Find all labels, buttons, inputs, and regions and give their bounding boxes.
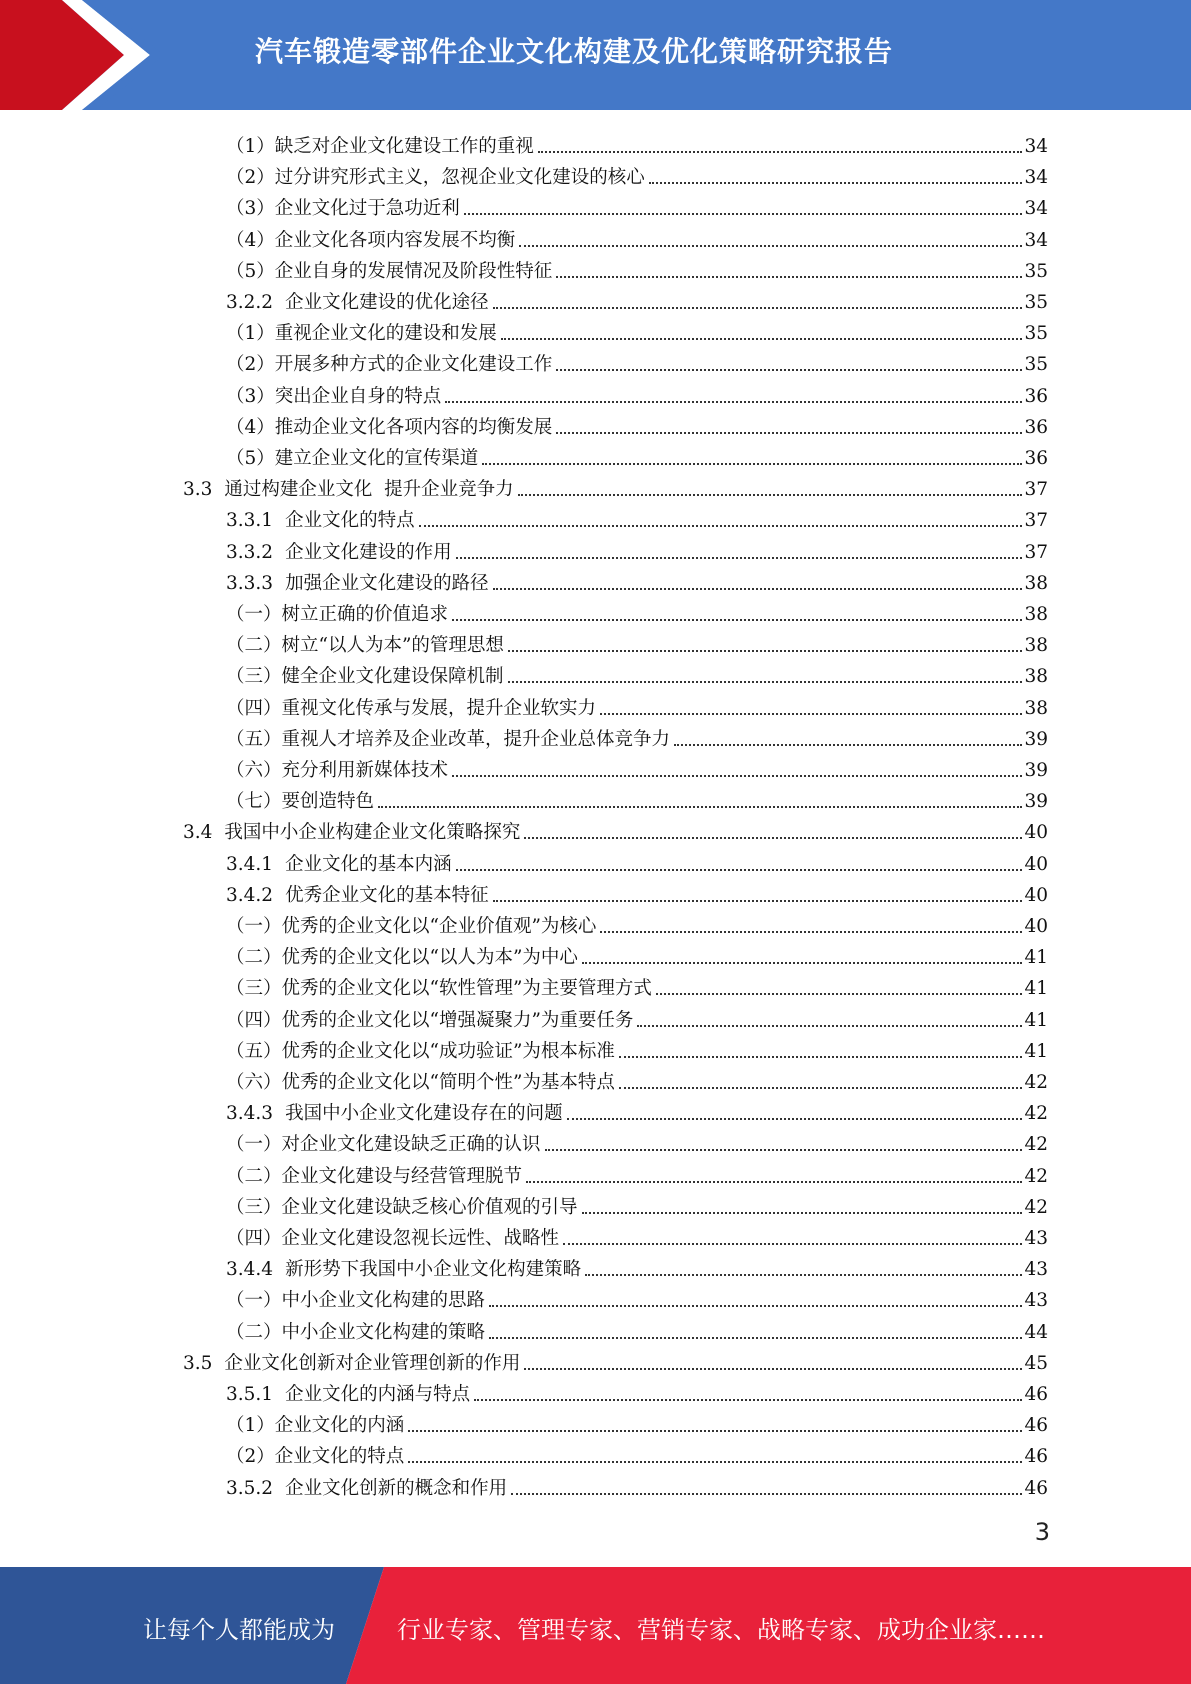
toc-entry[interactable] [226,128,1048,159]
toc-entry[interactable] [226,378,1048,409]
toc-dot-leader [674,743,1022,746]
toc-dot-leader [419,524,1022,527]
toc-entry[interactable] [183,1345,1048,1376]
toc-entry[interactable] [226,877,1048,908]
toc-entry-page: 40 [1024,916,1048,937]
toc-entry-number: （七） [226,791,282,813]
page-header [0,0,1191,110]
toc-entry-page: 45 [1024,1352,1048,1374]
toc-dot-leader [637,1024,1022,1027]
toc-entry-page: 38 [1024,666,1048,688]
toc-entry-title: 优秀的企业文化以“软性管理”为主要管理方式 [281,978,652,1000]
toc-entry-page: 38 [1024,572,1048,594]
toc-entry-title: 重视企业文化的建设和发展 [274,323,497,345]
toc-entry[interactable] [226,596,1048,627]
page-number: 3 [1034,1518,1050,1546]
toc-entry-page: 40 [1024,884,1048,906]
toc-entry-title: 企业文化各项内容发展不均衡 [274,229,516,251]
toc-entry-number: 3.3.3 [226,572,274,594]
toc-dot-leader [556,431,1022,434]
toc-entry-title: 对企业文化建设缺乏正确的认识 [281,1134,541,1156]
toc-dot-leader [545,1148,1022,1151]
toc-entry[interactable] [226,1220,1048,1251]
toc-dot-leader [524,836,1022,839]
toc-entry[interactable] [226,939,1048,970]
toc-entry-page: 43 [1024,1259,1048,1281]
toc-entry-title: 新形势下我国中小企业文化构建策略 [285,1259,582,1281]
toc-entry-title: 企业自身的发展情况及阶段性特征 [274,260,553,282]
toc-entry-page: 39 [1024,791,1048,813]
toc-entry-number: （4） [226,416,275,438]
toc-entry-title: 过分讲究形式主义，忽视企业文化建设的核心 [274,167,645,189]
toc-entry-page: 42 [1024,1196,1048,1218]
toc-entry-page: 41 [1024,978,1048,1000]
toc-entry[interactable] [226,658,1048,689]
toc-entry[interactable] [226,222,1048,253]
toc-entry[interactable] [226,1251,1048,1282]
toc-entry[interactable] [226,752,1048,783]
toc-entry-number: 3.4 [183,822,213,844]
toc-entry-number: （2） [226,1446,275,1468]
toc-entry[interactable] [226,1189,1048,1220]
toc-entry-page: 44 [1024,1321,1048,1343]
toc-entry-number: （三） [226,1196,282,1218]
toc-entry[interactable] [226,346,1048,377]
toc-dot-leader [619,1055,1022,1058]
toc-entry-title: 企业文化的特点 [274,1446,405,1468]
toc-entry[interactable] [226,1407,1048,1438]
toc-entry-page: 38 [1024,604,1048,625]
toc-entry[interactable] [183,471,1048,502]
toc-entry-page: 41 [1024,1009,1048,1031]
toc-entry-number: （一） [226,1134,282,1156]
toc-dot-leader [408,1429,1022,1432]
toc-entry[interactable] [226,440,1048,471]
toc-entry-number: （1） [226,136,275,157]
toc-entry-title: 优秀企业文化的基本特征 [285,884,489,906]
toc-entry-number: （1） [226,323,275,345]
toc-entry-title: 优秀的企业文化以“企业价值观”为核心 [281,916,597,937]
toc-dot-leader [482,462,1022,465]
toc-entry-title: 企业文化建设缺乏核心价值观的引导 [281,1196,578,1218]
toc-entry-page: 34 [1024,136,1048,157]
toc-entry-number: （2） [226,354,275,376]
toc-entry-title: 企业文化的内涵与特点 [285,1384,471,1405]
toc-entry-title: 树立正确的价值追求 [281,604,449,625]
toc-entry-title: 企业文化创新对企业管理创新的作用 [224,1352,521,1374]
toc-entry-title: 企业文化建设的作用 [285,541,452,563]
toc-entry-title: 企业文化过于急功近利 [274,198,460,220]
toc-dot-leader [556,368,1022,371]
toc-entry-title: 企业文化建设与经营管理脱节 [281,1165,523,1187]
toc-entry-title: 突出企业自身的特点 [274,385,442,407]
toc-dot-leader [524,1367,1022,1370]
toc-entry-title: 优秀的企业文化以“简明个性”为基本特点 [281,1072,615,1093]
toc-entry-title: 中小企业文化构建的策略 [281,1321,486,1343]
toc-entry-page: 34 [1024,198,1048,220]
toc-dot-leader [511,1492,1022,1495]
toc-dot-leader [508,649,1022,652]
toc-entry-number: 3.2.2 [226,292,274,313]
toc-entry[interactable] [226,315,1048,346]
toc-entry-number: （3） [226,385,275,407]
toc-dot-leader [585,1273,1022,1276]
toc-entry-title: 重视文化传承与发展，提升企业软实力 [281,697,597,719]
toc-dot-leader [493,587,1022,590]
toc-entry-number: （二） [226,1165,282,1187]
toc-entry-page: 38 [1024,697,1048,719]
toc-entry[interactable] [226,1002,1048,1033]
toc-entry-title: 开展多种方式的企业文化建设工作 [274,354,553,376]
document-title: 汽车锻造零部件企业文化构建及优化策略研究报告 [255,35,894,68]
toc-entry-number: （一） [226,604,282,625]
toc-entry-number: （二） [226,635,282,657]
toc-dot-leader [656,992,1022,995]
toc-entry-number: （5） [226,448,275,469]
toc-entry-number: 3.5.2 [226,1477,274,1499]
toc-entry[interactable] [226,1095,1048,1126]
toc-entry-title: 企业文化建设的优化途径 [285,292,489,313]
toc-dot-leader [508,680,1022,683]
toc-entry-page: 37 [1024,479,1048,501]
toc-entry[interactable] [226,409,1048,440]
toc-entry[interactable] [226,1376,1048,1407]
toc-entry-title: 健全企业文化建设保障机制 [281,666,504,688]
toc-entry-number: 3.4.1 [226,853,274,875]
toc-entry-page: 41 [1024,1040,1048,1062]
toc-entry-page: 37 [1024,541,1048,563]
toc-entry-page: 43 [1024,1228,1048,1249]
toc-entry-number: （三） [226,666,282,688]
toc-entry-title: 建立企业文化的宣传渠道 [274,448,479,469]
toc-entry[interactable] [226,908,1048,939]
toc-entry[interactable] [226,1314,1048,1345]
toc-entry-number: 3.4.4 [226,1259,274,1281]
toc-entry-number: （一） [226,916,282,937]
toc-entry-number: （5） [226,260,275,282]
toc-entry[interactable] [226,846,1048,877]
toc-entry-number: （4） [226,229,275,251]
toc-entry[interactable] [226,1470,1048,1501]
toc-dot-leader [501,337,1022,340]
toc-entry[interactable] [226,783,1048,814]
toc-entry-page: 41 [1024,947,1048,969]
toc-entry-page: 46 [1024,1446,1048,1468]
toc-dot-leader [619,1086,1022,1089]
toc-dot-leader [489,1304,1022,1307]
toc-entry[interactable] [226,1282,1048,1313]
toc-entry[interactable] [226,159,1048,190]
toc-entry[interactable] [226,721,1048,752]
toc-dot-leader [474,1398,1022,1401]
toc-entry-title: 树立“以人为本”的管理思想 [281,635,504,657]
toc-entry-title: 我国中小企业构建企业文化策略探究 [224,822,521,844]
toc-entry-page: 37 [1024,510,1048,532]
toc-entry-number: （五） [226,728,282,750]
toc-entry-page: 46 [1024,1477,1048,1499]
toc-entry-number: 3.4.3 [226,1103,274,1125]
toc-entry-number: （3） [226,198,275,220]
toc-entry-number: 3.3.1 [226,510,274,532]
toc-entry-number: （五） [226,1040,282,1062]
toc-entry-title: 企业文化创新的概念和作用 [285,1477,508,1499]
toc-entry-page: 46 [1024,1384,1048,1405]
toc-entry-page: 39 [1024,728,1048,750]
toc-entry[interactable] [226,534,1048,565]
footer-slogan-left: 让每个人都能成为 [143,1616,335,1644]
toc-entry-page: 35 [1024,323,1048,345]
toc-entry-page: 39 [1024,760,1048,781]
toc-entry-number: （二） [226,1321,282,1343]
toc-dot-leader [452,774,1022,777]
toc-entry-page: 34 [1024,229,1048,251]
toc-entry-page: 40 [1024,822,1048,844]
toc-entry-title: 企业文化建设忽视长远性、战略性 [281,1228,560,1249]
toc-entry-page: 35 [1024,354,1048,376]
toc-dot-leader [538,150,1022,153]
toc-entry[interactable] [226,1438,1048,1469]
toc-entry-number: （四） [226,1228,282,1249]
toc-entry[interactable] [183,814,1048,845]
toc-entry-page: 40 [1024,853,1048,875]
toc-dot-leader [526,1180,1022,1183]
toc-entry-page: 42 [1024,1103,1048,1125]
toc-dot-leader [456,868,1022,871]
toc-entry[interactable] [226,1033,1048,1064]
toc-entry[interactable] [226,1126,1048,1157]
toc-entry-number: （六） [226,1072,282,1093]
toc-entry-number: （一） [226,1290,282,1312]
toc-dot-leader [493,306,1022,309]
toc-entry-title: 要创造特色 [281,791,375,813]
toc-entry-number: 3.3.2 [226,541,274,563]
toc-entry-title: 重视人才培养及企业改革，提升企业总体竞争力 [281,728,671,750]
toc-entry-title: 充分利用新媒体技术 [281,760,449,781]
toc-entry-number: （二） [226,947,282,969]
toc-entry-title: 优秀的企业文化以“成功验证”为根本标准 [281,1040,615,1062]
toc-entry-title: 加强企业文化建设的路径 [285,572,489,594]
toc-entry-number: （2） [226,167,275,189]
toc-dot-leader [556,275,1022,278]
page-footer [0,1567,1191,1684]
toc-entry-page: 46 [1024,1415,1048,1437]
toc-entry-number: 3.4.2 [226,884,274,906]
toc-entry[interactable] [226,284,1048,315]
toc-entry-title: 企业文化的特点 [285,510,415,532]
toc-dot-leader [493,899,1022,902]
toc-dot-leader [600,712,1022,715]
toc-dot-leader [600,930,1022,933]
toc-dot-leader [582,961,1022,964]
toc-dot-leader [563,1242,1022,1245]
toc-entry-number: （六） [226,760,282,781]
toc-entry[interactable] [226,690,1048,721]
toc-entry-title: 推动企业文化各项内容的均衡发展 [274,416,553,438]
toc-entry-page: 38 [1024,635,1048,657]
toc-entry-page: 43 [1024,1290,1048,1312]
toc-dot-leader [518,493,1022,496]
toc-entry[interactable] [226,190,1048,221]
toc-dot-leader [456,556,1022,559]
toc-entry-title: 通过构建企业文化 提升企业竞争力 [224,479,514,501]
toc-entry-title: 我国中小企业文化建设存在的问题 [285,1103,563,1125]
toc-entry-page: 36 [1024,448,1048,469]
toc-entry-number: （三） [226,978,282,1000]
toc-dot-leader [649,181,1022,184]
toc-entry-page: 36 [1024,385,1048,407]
toc-entry-page: 42 [1024,1072,1048,1093]
toc-dot-leader [489,1336,1022,1339]
toc-dot-leader [567,1117,1022,1120]
toc-entry-title: 企业文化的基本内涵 [285,853,452,875]
toc-entry-title: 中小企业文化构建的思路 [281,1290,486,1312]
toc-entry-number: （1） [226,1415,275,1437]
toc-entry-page: 42 [1024,1165,1048,1187]
toc-entry-title: 企业文化的内涵 [274,1415,405,1437]
toc-entry[interactable] [226,627,1048,658]
toc-entry[interactable] [226,502,1048,533]
toc-entry[interactable] [226,565,1048,596]
toc-entry-number: （四） [226,1009,282,1031]
toc-dot-leader [378,805,1022,808]
toc-dot-leader [582,1211,1022,1214]
toc-entry[interactable] [226,253,1048,284]
toc-dot-leader [464,212,1022,215]
toc-entry[interactable] [226,970,1048,1001]
toc-entry-title: 优秀的企业文化以“以人为本”为中心 [281,947,578,969]
toc-entry-number: 3.5.1 [226,1384,274,1405]
toc-dot-leader [445,400,1022,403]
toc-dot-leader [408,1460,1022,1463]
toc-entry-number: 3.3 [183,479,213,501]
toc-entry-page: 36 [1024,416,1048,438]
toc-entry[interactable] [226,1064,1048,1095]
footer-slogan-right: 行业专家、管理专家、营销专家、战略专家、成功企业家…… [397,1616,1045,1644]
toc-entry-title: 优秀的企业文化以“增强凝聚力”为重要任务 [281,1009,634,1031]
toc-entry[interactable] [226,1158,1048,1189]
toc-dot-leader [519,244,1022,247]
toc-entry-title: 缺乏对企业文化建设工作的重视 [274,136,534,157]
toc-dot-leader [452,618,1022,621]
toc-entry-page: 42 [1024,1134,1048,1156]
toc-entry-page: 35 [1024,260,1048,282]
toc-entry-page: 35 [1024,292,1048,313]
toc-entry-page: 34 [1024,167,1048,189]
toc-entry-number: 3.5 [183,1352,213,1374]
toc-entry-number: （四） [226,697,282,719]
